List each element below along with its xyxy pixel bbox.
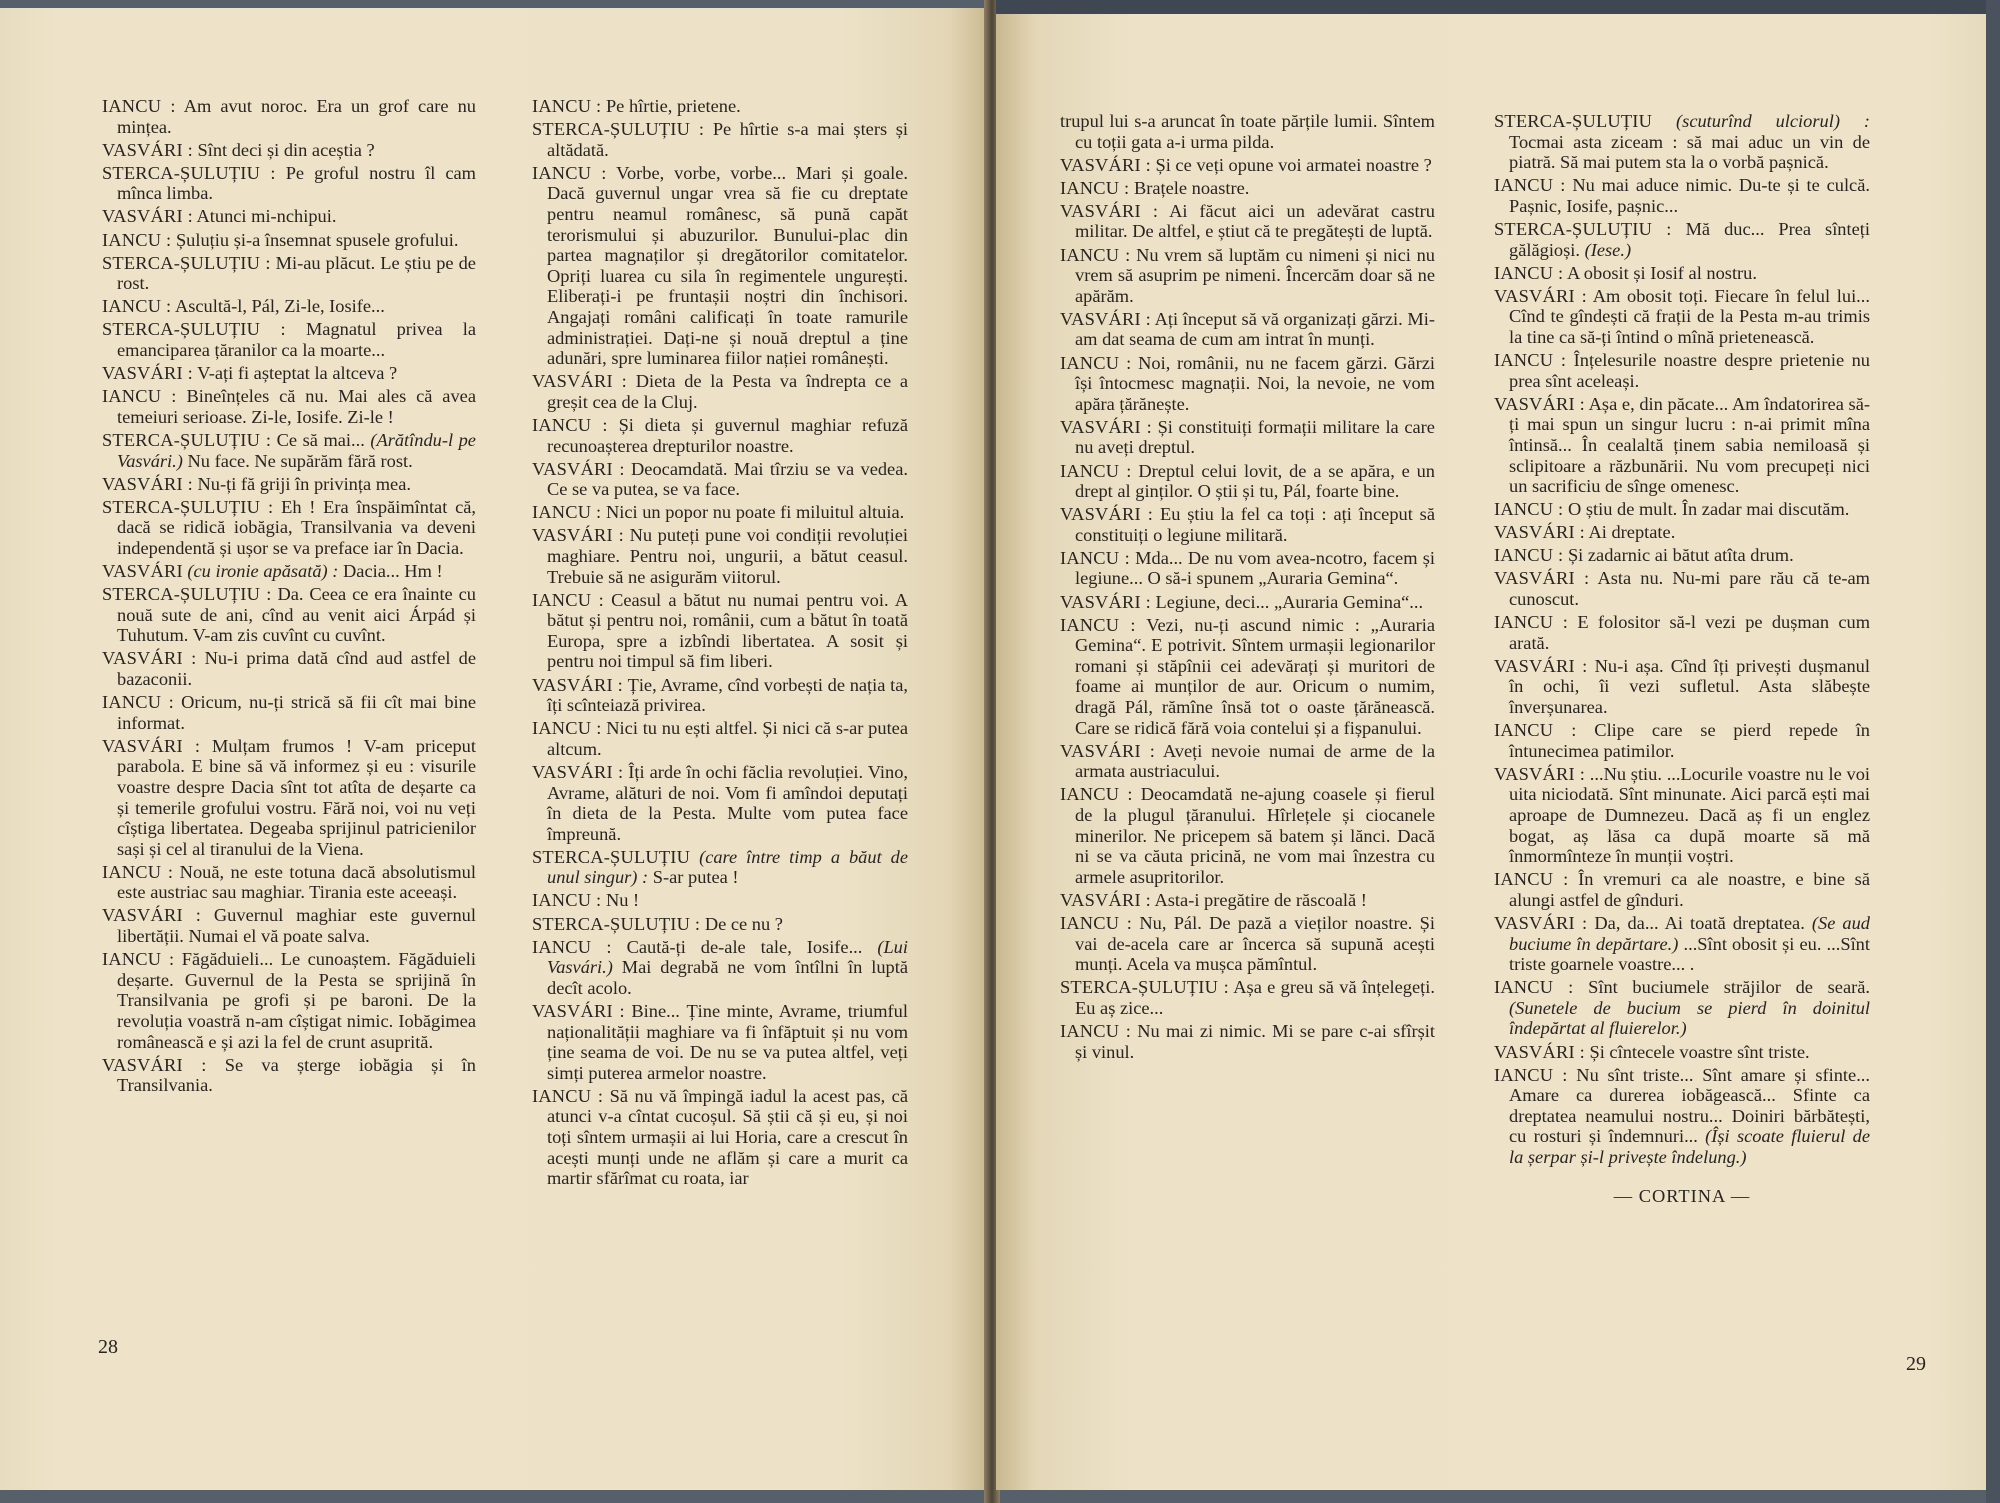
dialogue-line (1494, 656, 1870, 718)
dialogue-text: Și zadarnic ai bătut atîta drum. (1567, 545, 1794, 566)
dialogue-text: Și dieta și guvernul maghiar refuză recunoașterea drepturilor noastre. (547, 414, 908, 456)
speaker-name: IANCU : (1060, 912, 1133, 933)
speaker-name: VASVÁRI : (102, 139, 193, 160)
dialogue-text: Nu, Pál. De pază a vieților noastre. Și vai de-acela care ar încerca să supună acești munți. Acela va mușca pămîntul. (1075, 912, 1435, 975)
dialogue-text: Nu sînt triste... Sînt amare și sfinte... Amare ca durerea iobăgească... Sfinte ca dreptatea neamului nostru... Doiniri bărbătești, cu rosturi și îndemnuri... (1509, 1064, 1870, 1147)
dialogue-line (1060, 178, 1435, 199)
dialogue-line (1060, 977, 1435, 1018)
dialogue-line (532, 525, 908, 587)
dialogue-text: Nouă, ne este totuna dacă absolutismul este austriac sau maghiar. Tirania este aceeași. (117, 861, 476, 903)
stage-direction: (scuturînd ulciorul) : (1676, 111, 1870, 131)
speaker-name: VASVÁRI : (532, 371, 627, 392)
page-number-right: 29 (1906, 1353, 1926, 1375)
dialogue-line (1060, 784, 1435, 887)
dialogue-text: Eh ! Era înspăimîntat că, dacă se ridică iobăgia, Transilvania va deveni independentă și ușor se va preface iar în Dacia. (117, 496, 476, 558)
book-cover-edge-top (996, 0, 2000, 14)
dialogue-text: Asta-i pregătire de răscoală ! (1154, 889, 1367, 910)
dialogue-text: Îți arde în ochi făclia revoluției. Vino, Avrame, alături de noi. Vom fi amîndoi deputați în dieta de la Pesta. Multe vom putea face împreună. (547, 761, 908, 844)
dialogue-text: Sînt buciumele străjilor de seară. (1588, 977, 1870, 998)
speaker-name: VASVÁRI : (1060, 591, 1151, 612)
dialogue-line (532, 1086, 908, 1189)
dialogue-text: Pe hîrtie, prietene. (605, 96, 741, 116)
speaker-name: IANCU : (1494, 350, 1567, 371)
speaker-name: VASVÁRI : (102, 648, 197, 669)
dialogue-text: Am avut noroc. Era un grof care nu mințea. (117, 96, 476, 137)
dialogue-text: Legiune, deci... „Auraria Gemina“... (1155, 591, 1424, 612)
dialogue-line (532, 415, 908, 456)
dialogue-text: Sînt deci și din aceștia ? (197, 139, 375, 160)
dialogue-text: trupul lui s-a aruncat în toate părțile lumii. Sîntem cu toții gata a-i urma pilda. (1060, 111, 1435, 152)
dialogue-line (1494, 1065, 1870, 1168)
dialogue-line (102, 497, 476, 559)
dialogue-text: Ascultă-l, Pál, Zi-le, Iosife... (174, 296, 385, 317)
dialogue-text: Înțelesurile noastre despre prietenie nu prea sînt aceleași. (1509, 350, 1870, 391)
speaker-name: IANCU : (102, 692, 174, 713)
speaker-name: VASVÁRI : (102, 363, 193, 384)
speaker-name: VASVÁRI : (102, 735, 201, 756)
dialogue-line (1494, 764, 1870, 867)
dialogue-line (532, 119, 908, 160)
dialogue-text: Guvernul maghiar este guvernul libertății. Numai el vă poate salva. (117, 905, 476, 947)
dialogue-text: Nu vrem să luptăm cu nimeni și nici nu vrem să asuprim pe nimeni. Încercăm doar să ne apărăm. (1075, 244, 1435, 306)
dialogue-line (1494, 1042, 1870, 1063)
dialogue-text: Ce să mai... (276, 429, 365, 450)
dialogue-line (532, 914, 908, 935)
dialogue-text: Deocamdată ne-ajung coasele și fierul de la plugul țăranului. Hîrlețele și ciocanele minerilor. Ne pricepem să batem și lănci. Dacă ni se va căuta pricină, ne vom mai înzestra cu armele asupritorilor. (1075, 784, 1435, 887)
speaker-name: IANCU : (1060, 177, 1130, 198)
dialogue-text: Mda... De nu vom avea-ncotro, facem și legiune... O să-i spunem „Auraria Gemina“. (1075, 547, 1435, 589)
speaker-name: VASVÁRI : (102, 905, 202, 926)
stage-direction: (Se aud buciume în depărtare.) (1509, 912, 1870, 954)
dialogue-text: Așa e, din păcate... Am îndatorirea să-ți mai spun un singur lucru : n-ai primit mîna întinsă... În cealaltă ținem sabia nemiloasă și sclipitoare a răzbunării. Nu vom precupeți nici un sacrificiu de sînge omenesc. (1509, 393, 1870, 497)
dialogue-line (1060, 201, 1435, 242)
dialogue-text: Ați început să vă organizați gărzi. Mi-am dat seama de cum am intrat în munți. (1075, 308, 1435, 350)
dialogue-text: Brațele noastre. (1133, 177, 1250, 198)
speaker-name: STERCA-ȘULUȚIU : (1060, 977, 1229, 998)
dialogue-text: Da, da... Ai toată dreptatea. (1594, 912, 1805, 933)
dialogue-text: Făgăduieli... Le cunoaștem. Făgăduieli deșarte. Guvernul de la Pesta se sprijină în Transilvania pe grofi și pe baroni. De la revoluția voastră n-am cîștigat nimic. Iobăgimea românească e și azi la fel de crunt asuprită. (117, 949, 476, 1052)
dialogue-line (1060, 417, 1435, 458)
dialogue-line (1060, 309, 1435, 350)
stage-direction: (Lui Vasvári.) (547, 936, 908, 978)
curtain-marker: — CORTINA — (1613, 1185, 1751, 1206)
dialogue-text: Nici tu nu ești altfel. Și nici că s-ar putea altcum. (547, 718, 908, 759)
speaker-name: IANCU : (102, 386, 177, 407)
dialogue-text: Mi-au plăcut. Le știu pe de rost. (117, 252, 476, 294)
dialogue-text: Bineînțeles că nu. Mai ales că avea temeiuri serioase. Zi-le, Iosife. Zi-le ! (117, 386, 476, 427)
speaker-name: IANCU : (102, 861, 174, 882)
dialogue-line (1060, 615, 1435, 739)
stage-direction: (Își scoate fluierul de la șerpar și-l privește îndelung.) (1509, 1126, 1870, 1167)
dialogue-line (102, 584, 476, 646)
speaker-name: VASVÁRI : (1494, 763, 1586, 784)
dialogue-text: Și cîntecele voastre sînt triste. (1589, 1041, 1810, 1062)
speaker-name: VASVÁRI : (102, 1054, 207, 1075)
text-column-2 (532, 96, 908, 1191)
speaker-name: VASVÁRI : (1494, 522, 1585, 543)
speaker-name: VASVÁRI : (1494, 1041, 1585, 1062)
dialogue-text: Caută-ți de-ale tale, Iosife... (626, 936, 863, 957)
dialogue-text: Dreptul celui lovit, de a se apăra, e un drept al ginților. O știi și tu, Pál, foarte bine. (1075, 460, 1435, 502)
dialogue-line (1494, 499, 1870, 520)
speaker-name: VASVÁRI : (532, 674, 623, 695)
speaker-name: VASVÁRI : (1060, 504, 1154, 525)
dialogue-line (532, 96, 908, 117)
speaker-name: IANCU : (102, 949, 175, 970)
speaker-name: VASVÁRI : (532, 1000, 625, 1021)
speaker-name: IANCU : (1494, 499, 1564, 520)
speaker-name: VASVÁRI : (532, 458, 625, 479)
dialogue-line (102, 1055, 476, 1096)
dialogue-text: Dieta de la Pesta va îndrepta ce a greșit cea de la Cluj. (547, 371, 908, 412)
dialogue-line (1060, 245, 1435, 307)
dialogue-line (1060, 890, 1435, 911)
dialogue-line (102, 862, 476, 903)
speaker-name: VASVÁRI : (102, 473, 193, 494)
dialogue-line (1060, 592, 1435, 613)
dialogue-text: În vremuri ca ale noastre, e bine să alungi astfel de gînduri. (1509, 869, 1870, 910)
dialogue-text: Nu ! (605, 890, 640, 911)
dialogue-text: Nu mai aduce nimic. Du-te și te culcă. Pașnic, Iosife, pașnic... (1509, 175, 1870, 216)
dialogue-line (102, 949, 476, 1052)
dialogue-line (532, 718, 908, 759)
speaker-name: STERCA-ȘULUȚIU : (102, 496, 274, 517)
dialogue-text: Oricum, nu-ți strică să fii cît mai bine informat. (117, 692, 476, 733)
speaker-name: IANCU : (102, 96, 176, 116)
speaker-name: STERCA-ȘULUȚIU : (1494, 218, 1672, 239)
dialogue-line (1060, 111, 1435, 152)
dialogue-line (1060, 353, 1435, 415)
speaker-name: IANCU : (1494, 869, 1569, 890)
dialogue-text: Dacia... Hm ! (343, 560, 443, 581)
dialogue-line (102, 386, 476, 427)
speaker-name: VASVÁRI : (1060, 889, 1151, 910)
speaker-name: IANCU : (1060, 614, 1136, 635)
speaker-name: STERCA-ȘULUȚIU (1494, 111, 1653, 131)
dialogue-line (102, 736, 476, 860)
speaker-name: IANCU : (1494, 545, 1564, 566)
speaker-name: IANCU : (532, 589, 604, 610)
dialogue-text: Șuluțiu și-a însemnat spusele grofului. (175, 229, 459, 250)
dialogue-line (1060, 504, 1435, 545)
speaker-name: IANCU : (1494, 262, 1564, 283)
dialogue-line (1494, 977, 1870, 1039)
dialogue-text: Mulțam frumos ! V-am priceput parabola. E bine să vă informez și eu : visurile voastre despre Dacia sînt tot atîta de deșarte ca și temerile grofului vostru. Fără noi, voi nu veți cîștiga libertatea. Degeaba sprijinul patricienilor sași și cel al tiranului de la Viena. (117, 735, 476, 859)
speaker-name: VASVÁRI : (532, 761, 624, 782)
dialogue-line (102, 692, 476, 733)
speaker-name: IANCU : (1494, 1064, 1568, 1085)
dialogue-line (532, 371, 908, 412)
dialogue-line (102, 648, 476, 689)
dialogue-line (532, 762, 908, 844)
speaker-name: VASVÁRI : (1060, 416, 1152, 437)
book-cover-edge-right (1986, 0, 2000, 1503)
dialogue-line (102, 905, 476, 946)
dialogue-text: Da. Ceea ce era înainte cu nouă sute de ani, cînd au venit aici Árpád și Tuhutum. V-am zis cuvînt cu cuvînt. (117, 584, 476, 646)
dialogue-line (1494, 286, 1870, 348)
dialogue-text: Nici un popor nu poate fi miluitul altuia. (605, 502, 905, 523)
dialogue-line (102, 206, 476, 227)
dialogue-text: Asta nu. Nu-mi pare rău că te-am cunoscut. (1509, 568, 1870, 610)
dialogue-line (532, 590, 908, 672)
dialogue-text: E folositor să-l vezi pe dușman cum arată. (1509, 612, 1870, 653)
dialogue-text: Ceasul a bătut nu numai pentru voi. A bătut și pentru noi, românii, cum a bătut în toată Europa, spre a izbîndi libertatea. A sosit și pentru noi timpul să fim liberi. (547, 589, 908, 672)
dialogue-line (102, 163, 476, 204)
dialogue-line (1494, 545, 1870, 566)
speaker-name: VASVÁRI (102, 560, 183, 581)
dialogue-line (1494, 350, 1870, 391)
stage-direction: (Sunetele de bucium se pierd în doinitul îndepărtat al fluierelor.) (1509, 997, 1870, 1039)
dialogue-text: Să nu vă împingă iadul la acest pas, că atunci v-a cîntat cucoșul. Să știi că și eu, și noi toți sîntem urmașii ai lui Horia, care a crescut în acești munți unde ne aflăm și care a murit ca martir sfărîmat cu roata, iar (547, 1085, 908, 1189)
dialogue-line (1494, 869, 1870, 910)
dialogue-text: Și ce veți opune voi armatei noastre ? (1155, 154, 1432, 175)
dialogue-line (1060, 461, 1435, 502)
dialogue-text: ...Sînt obosit și eu. ...Sînt triste goarnele voastre... . (1509, 933, 1870, 975)
speaker-name: IANCU : (532, 890, 602, 911)
speaker-name: VASVÁRI : (1060, 740, 1156, 761)
dialogue-line (1494, 394, 1870, 497)
dialogue-text: Bine... Ține minte, Avrame, triumful naționalității maghiare va fi înfăptuit și nu vom ține seama de voi. De nu se va putea altfel, veți simți puterea armelor noastre. (547, 1000, 908, 1083)
dialogue-text: O știu de mult. În zadar mai discutăm. (1567, 499, 1850, 520)
dialogue-line (532, 937, 908, 999)
speaker-name: IANCU : (1494, 977, 1574, 998)
dialogue-line (1494, 522, 1870, 543)
dialogue-line (1494, 913, 1870, 975)
dialogue-line (102, 96, 476, 137)
dialogue-line (1494, 568, 1870, 609)
speaker-name: STERCA-ȘULUȚIU : (532, 913, 701, 934)
dialogue-text: Se va șterge iobăgia și în Transilvania. (117, 1054, 476, 1096)
speaker-name: STERCA-ȘULUȚIU : (102, 429, 272, 450)
dialogue-text: Atunci mi-nchipui. (196, 206, 337, 227)
dialogue-line (102, 319, 476, 360)
speaker-name: VASVÁRI : (1494, 285, 1587, 306)
dialogue-line (102, 430, 476, 471)
dialogue-text: Aveți nevoie numai de arme de la armata austriacului. (1075, 740, 1435, 782)
dialogue-line (1060, 913, 1435, 975)
dialogue-text: Vorbe, vorbe, vorbe... Mari și goale. Dacă guvernul ungar vrea să fie cu dreptate pentru neamul românesc, să pună capăt terorismului și abuzurilor. Bunului-plac din partea magnaților și dregătorilor comitatelor. Opriți luarea cu sila în regimentele ungurești. Eliberați-i pe fruntașii noștri din închisori. Angajați români calificați în toate ramurile administrației. Dați-ne și nouă dreptul a ține adunări, spre luminarea fiilor nației românești. (547, 162, 908, 369)
dialogue-line (1494, 175, 1870, 216)
dialogue-line (532, 675, 908, 716)
dialogue-line (1494, 219, 1870, 260)
dialogue-line (532, 459, 908, 500)
dialogue-line (1494, 720, 1870, 761)
speaker-name: IANCU : (1060, 547, 1130, 568)
dialogue-text: ...Nu știu. ...Locurile voastre nu le voi uita niciodată. Sînt minunate. Aici parcă ești mai aproape de Dumnezeu. Dacă aș fi un englez bogat, aș lăsa ca după moarte să mă înmormînteze în munții voștri. (1509, 763, 1870, 867)
dialogue-text: Magnatul privea la emanciparea țăranilor ca la moarte... (117, 319, 476, 361)
dialogue-line (102, 230, 476, 251)
dialogue-line (102, 296, 476, 317)
dialogue-line (102, 561, 476, 582)
dialogue-text: Vezi, nu-ți ascund nimic : „Auraria Gemina“. E potrivit. Sîntem urmașii legionarilor romani și stăpînii cei adevărați și muritori de foame ai munților de aur. Oricum o numim, dragă Pál, rămîne însă tot o oaste țărănească. Care se ridică fără voia contelui și a fișpanului. (1075, 614, 1436, 738)
dialogue-line (532, 890, 908, 911)
speaker-name: VASVÁRI : (532, 525, 624, 546)
dialogue-line (102, 253, 476, 294)
dialogue-text: Mai degrabă ne vom întîlni în luptă decît acolo. (547, 957, 908, 998)
dialogue-line (1060, 1021, 1435, 1062)
dialogue-line (1060, 155, 1435, 176)
speaker-name: IANCU : (1060, 460, 1132, 481)
speaker-name: IANCU : (1494, 175, 1566, 196)
dialogue-text: Eu știu la fel ca toți : ați început să constituiți o legiune militară. (1075, 504, 1435, 545)
speaker-name: VASVÁRI : (1060, 200, 1159, 221)
speaker-name: STERCA-ȘULUȚIU : (102, 319, 286, 340)
dialogue-line (1060, 741, 1435, 782)
dialogue-text: Am obosit toți. Fiecare în felul lui... Cînd te gîndești că frații de la Pesta m-au trimis la tine ca să-ți întind o mînă prietenească. (1509, 285, 1870, 347)
text-column-3 (1060, 111, 1435, 1065)
dialogue-text: Așa e greu să vă înțelegeți. Eu aș zice... (1075, 977, 1435, 1018)
dialogue-line (532, 1001, 908, 1083)
stage-direction: (Iese.) (1584, 239, 1632, 260)
dialogue-text: S-ar putea ! (652, 867, 739, 888)
speaker-name: IANCU : (1494, 720, 1577, 741)
dialogue-text: Nu mai zi nimic. Mi se pare c-ai sfîrșit și vinul. (1075, 1020, 1435, 1062)
speaker-name: VASVÁRI : (1060, 308, 1151, 329)
speaker-name: IANCU : (532, 162, 607, 183)
stage-direction: (Arătîndu-l pe Vasvári.) (117, 429, 476, 471)
speaker-name: IANCU : (532, 936, 612, 957)
dialogue-text: Nu-i prima dată cînd aud astfel de bazaconii. (117, 648, 476, 689)
dialogue-text: Noi, românii, nu ne facem gărzi. Gărzi își întocmesc magnații. Noi, la nevoie, ne vom apăra țărănește. (1075, 352, 1435, 414)
dialogue-text: V-ați fi așteptat la altceva ? (197, 363, 398, 384)
dialogue-line (532, 163, 908, 369)
speaker-name: IANCU : (532, 96, 602, 116)
speaker-name: VASVÁRI : (102, 206, 193, 227)
dialogue-text: Tocmai asta ziceam : să mai aduc un vin de piatră. Să mai putem sta la o vorbă pașnică. (1509, 131, 1870, 173)
speaker-name: IANCU : (1060, 784, 1133, 805)
dialogue-text: Pe groful nostru îl cam mînca limba. (117, 162, 476, 204)
dialogue-text: Nu-i așa. Cînd îți privești dușmanul în ochi, îi vezi sufletul. Asta slăbește înverșunarea. (1509, 655, 1870, 718)
speaker-name: VASVÁRI : (1494, 393, 1585, 414)
dialogue-line (1494, 111, 1870, 173)
dialogue-line (102, 363, 476, 384)
dialogue-text: Nu-ți fă griji în privința mea. (197, 473, 411, 494)
dialogue-line (102, 140, 476, 161)
dialogue-line (1060, 548, 1435, 589)
stage-direction: (cu ironie apăsată) : (187, 560, 339, 581)
dialogue-text: A obosit și Iosif al nostru. (1566, 262, 1757, 283)
stage-direction: (care între timp a băut de unul singur) : (547, 846, 908, 888)
speaker-name: STERCA-ȘULUȚIU : (102, 162, 276, 183)
dialogue-line (102, 474, 476, 495)
text-column-1 (102, 96, 476, 1098)
dialogue-text: Mă duc... Prea sînteți gălăgioși. (1509, 218, 1870, 260)
speaker-name: IANCU : (1060, 1020, 1131, 1041)
right-page (996, 8, 1986, 1490)
dialogue-text: Ai făcut aici un adevărat castru militar. De altfel, e știut că te pregătești de luptă. (1075, 200, 1435, 242)
dialogue-text: Deocamdată. Mai tîrziu se va vedea. Ce se va putea, se va face. (547, 458, 908, 500)
dialogue-line (1494, 263, 1870, 284)
dialogue-text: De ce nu ? (704, 913, 783, 934)
dialogue-text: Nu puteți pune voi condiții revoluției maghiare. Pentru noi, ungurii, a bătut ceasul. Trebuie să ne asigurăm viitorul. (547, 525, 908, 587)
speaker-name: IANCU : (102, 296, 172, 317)
dialogue-text: Ție, Avrame, cînd vorbești de nația ta, îți scînteiază privirea. (547, 674, 908, 716)
speaker-name: IANCU : (532, 414, 608, 435)
dialogue-text: Ai dreptate. (1588, 522, 1676, 543)
speaker-name: VASVÁRI : (1494, 655, 1588, 676)
page-number-left: 28 (98, 1336, 118, 1358)
speaker-name: IANCU : (532, 718, 602, 739)
speaker-name: VASVÁRI : (1494, 568, 1590, 589)
dialogue-line (532, 847, 908, 888)
speaker-name: VASVÁRI : (1060, 154, 1151, 175)
dialogue-line (532, 502, 908, 523)
speaker-name: STERCA-ȘULUȚIU : (102, 252, 271, 273)
speaker-name: IANCU : (532, 1085, 604, 1106)
speaker-name: IANCU : (1060, 352, 1132, 373)
speaker-name: IANCU : (1060, 244, 1131, 265)
speaker-name: IANCU : (532, 502, 602, 523)
speaker-name: STERCA-ȘULUȚIU : (102, 584, 272, 605)
dialogue-text: Și constituiți formații militare la care nu aveți dreptul. (1075, 416, 1435, 458)
speaker-name: IANCU : (102, 229, 172, 250)
speaker-name: IANCU : (1494, 612, 1569, 633)
dialogue-line (1494, 612, 1870, 653)
speaker-name: STERCA-ȘULUȚIU : (532, 119, 705, 140)
dialogue-text: Clipe care se pierd repede în întunecimea patimilor. (1509, 720, 1871, 761)
text-column-4 (1494, 111, 1870, 1206)
dialogue-text: Nu face. Ne supărăm fără rost. (187, 450, 413, 471)
left-page (0, 8, 988, 1490)
speaker-name: STERCA-ȘULUȚIU (532, 846, 691, 867)
speaker-name: VASVÁRI : (1494, 912, 1588, 933)
dialogue-text: Pe hîrtie s-a mai șters și altădată. (547, 119, 908, 160)
